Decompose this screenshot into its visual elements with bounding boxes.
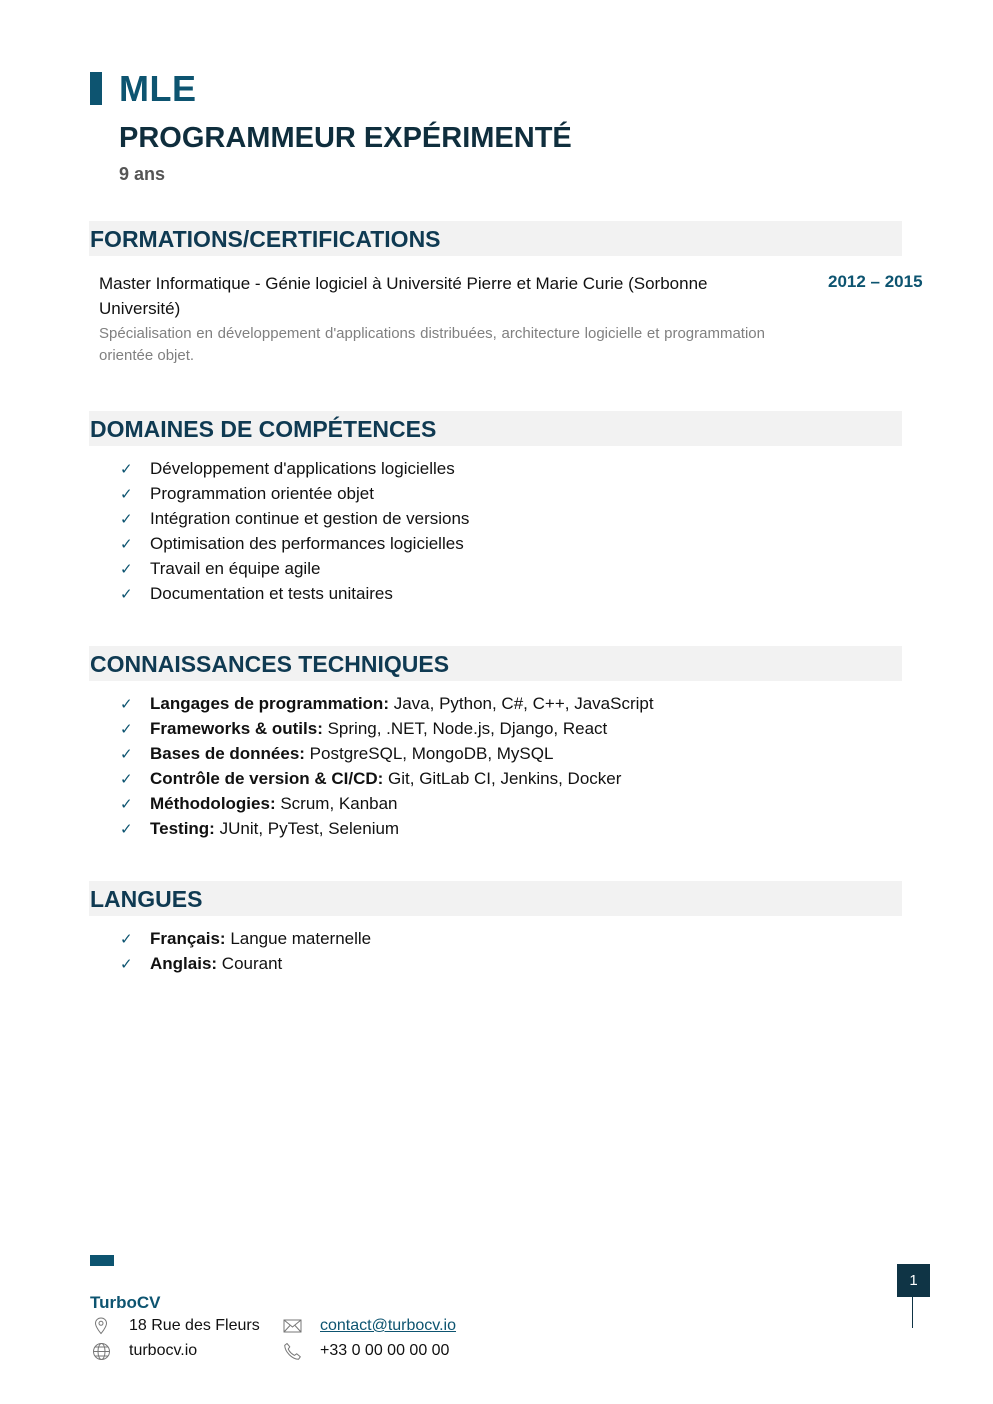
footer-accent-bar [90, 1255, 114, 1266]
skill-value: Java, Python, C#, C++, JavaScript [388, 694, 654, 713]
skill-label: Contrôle de version & CI/CD: [150, 769, 384, 788]
list-item-text: Optimisation des performances logicielles [150, 534, 464, 553]
check-icon: ✓ [120, 561, 133, 578]
list-item-text: Développement d'applications logicielles [150, 459, 455, 478]
list-item-text: Travail en équipe agile [150, 559, 321, 578]
footer-website [91, 1341, 197, 1361]
skill-label: Méthodologies: [150, 794, 276, 813]
check-icon: ✓ [120, 796, 133, 813]
education-description: Spécialisation en développement d'applications distribuées, architecture logicielle et programmation orientée objet. [99, 325, 765, 364]
list-item [120, 581, 469, 606]
language-level: Langue maternelle [225, 929, 372, 948]
check-icon: ✓ [120, 536, 133, 553]
job-title: PROGRAMMEUR EXPÉRIMENTÉ [119, 122, 572, 154]
skills-domain-list [120, 456, 469, 606]
list-item [120, 506, 469, 531]
section-heading-domaines: DOMAINES DE COMPÉTENCES [89, 411, 902, 446]
globe-icon [91, 1341, 111, 1361]
name-accent-bar [90, 72, 102, 105]
list-item [120, 791, 654, 816]
phone-number: +33 0 00 00 00 00 [320, 1342, 450, 1359]
address-text: 18 Rue des Fleurs [129, 1317, 260, 1334]
education-title: Master Informatique - Génie logiciel à Université Pierre et Marie Curie (Sorbonne Université) [99, 274, 708, 318]
mail-icon [282, 1316, 302, 1336]
skill-value: Spring, .NET, Node.js, Django, React [322, 719, 608, 738]
section-heading-langues: LANGUES [89, 881, 902, 916]
technical-skills-list [120, 691, 654, 841]
location-pin-icon [91, 1316, 111, 1336]
check-icon: ✓ [120, 461, 133, 478]
language-label: Français: [150, 929, 226, 948]
list-item [120, 951, 371, 976]
check-icon: ✓ [120, 511, 133, 528]
list-item-text: Programmation orientée objet [150, 484, 374, 503]
check-icon: ✓ [120, 696, 133, 713]
education-dates: 2012 – 2015 [828, 272, 923, 291]
check-icon: ✓ [120, 956, 133, 973]
skill-value: Git, GitLab CI, Jenkins, Docker [383, 769, 622, 788]
website-link[interactable]: turbocv.io [129, 1342, 198, 1359]
skill-value: PostgreSQL, MongoDB, MySQL [304, 744, 554, 763]
footer-address [91, 1316, 260, 1336]
section-heading-formations: FORMATIONS/CERTIFICATIONS [89, 221, 902, 256]
email-link[interactable]: contact@turbocv.io [320, 1317, 457, 1334]
languages-list [120, 926, 371, 976]
list-item [120, 766, 654, 791]
section-heading-connaissances: CONNAISSANCES TECHNIQUES [89, 646, 902, 681]
skill-value: JUnit, PyTest, Selenium [214, 819, 400, 838]
skill-label: Frameworks & outils: [150, 719, 323, 738]
page-number-line [912, 1297, 913, 1328]
list-item [120, 816, 654, 841]
language-level: Courant [217, 954, 283, 973]
skill-value: Scrum, Kanban [275, 794, 398, 813]
list-item [120, 926, 371, 951]
list-item [120, 556, 469, 581]
check-icon: ✓ [120, 586, 133, 603]
check-icon: ✓ [120, 821, 133, 838]
check-icon: ✓ [120, 771, 133, 788]
skill-label: Bases de données: [150, 744, 305, 763]
phone-icon [282, 1341, 302, 1361]
list-item [120, 741, 654, 766]
list-item-text: Intégration continue et gestion de versions [150, 509, 470, 528]
language-label: Anglais: [150, 954, 218, 973]
list-item [120, 531, 469, 556]
check-icon: ✓ [120, 721, 133, 738]
skill-label: Langages de programmation: [150, 694, 389, 713]
list-item-text: Documentation et tests unitaires [150, 584, 393, 603]
check-icon: ✓ [120, 931, 133, 948]
footer-email [282, 1316, 456, 1336]
list-item [120, 456, 469, 481]
list-item [120, 716, 654, 741]
check-icon: ✓ [120, 746, 133, 763]
footer-phone [282, 1341, 449, 1361]
candidate-name: MLE [119, 68, 197, 109]
list-item [120, 481, 469, 506]
page-number: 1 [897, 1264, 930, 1297]
footer-brand: TurboCV [90, 1293, 161, 1312]
skill-label: Testing: [150, 819, 215, 838]
experience-years: 9 ans [119, 164, 166, 184]
list-item [120, 691, 654, 716]
check-icon: ✓ [120, 486, 133, 503]
